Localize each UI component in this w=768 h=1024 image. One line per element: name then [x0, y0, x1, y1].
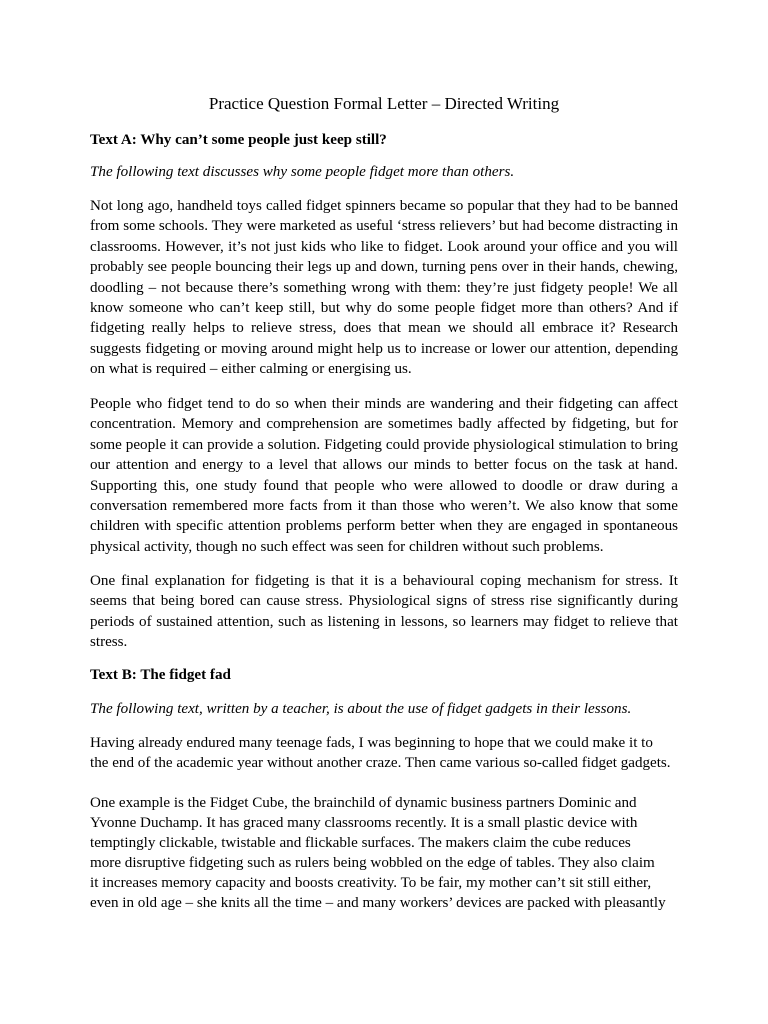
text-a-paragraph-1: Not long ago, handheld toys called fidget spinners became so popular that they had to be banned from some schools. They were marketed as useful ‘stress relievers’ but had become distracting in classrooms. However, it’s not just kids who like to fidget. Look around your office and you will probably see people bouncing their legs up and down, turning pens over in their hands, chewing, doodling – not because there’s something wrong with them: they’re just fidgety people! We all know someone who can’t keep still, but why do some people fidget more than others? And if fidgeting really helps to relieve stress, does that mean we should all embrace it? Research suggests fidgeting or moving around might help us to increase or lower our attention, depending on what is required – either calming or energising us.	[90, 198, 678, 378]
text-b-intro: The following text, written by a teacher, is about the use of fidget gadgets in their lessons.	[90, 701, 632, 717]
text-a-paragraph-2: People who fidget tend to do so when their minds are wandering and their fidgeting can affect concentration. Memory and comprehension are sometimes badly affected by fidgeting, but for some people it can provide a solution. Fidgeting could provide physiological stimulation to bring our attention and energy to a level that allows our minds to better focus on the task at hand. Supporting this, one study found that people who were allowed to doodle or draw during a conversation remembered more facts from it than those who weren’t. We also know that some children with specific attention problems perform better when they are engaged in spontaneous physical activity, though no such effect was seen for children without such problems.	[90, 396, 678, 555]
text-b-paragraph-2	[90, 793, 678, 914]
text-b-paragraph-1	[90, 733, 678, 773]
document-title: Practice Question Formal Letter – Directed Writing	[208, 94, 560, 113]
text-line: it increases memory capacity and boosts creativity. To be fair, my mother can’t sit still either,	[90, 875, 652, 892]
text-a-heading: Text A: Why can’t some people just keep still?	[90, 132, 387, 148]
text-a-intro: The following text discusses why some people fidget more than others.	[90, 164, 515, 180]
text-line: even in old age – she knits all the time – and many workers’ devices are packed with pleasantly	[90, 895, 666, 912]
text-line: One example is the Fidget Cube, the brainchild of dynamic business partners Dominic and	[90, 795, 637, 811]
text-b-heading: Text B: The fidget fad	[90, 667, 231, 683]
text-line: Having already endured many teenage fads, I was beginning to hope that we could make it to	[90, 735, 653, 751]
text-line: more disruptive fidgeting such as rulers being wobbled on the edge of tables. They also claim	[90, 855, 655, 872]
text-line: temptingly clickable, twistable and flickable surfaces. The makers claim the cube reduces	[90, 835, 631, 852]
text-line: Yvonne Duchamp. It has graced many classrooms recently. It is a small plastic device with	[90, 815, 638, 832]
text-a-paragraph-3: One final explanation for fidgeting is that it is a behavioural coping mechanism for stress. It seems that being bored can cause stress. Physiological signs of stress rise significantly during periods of sustained attention, such as listening in lessons, so learners may fidget to relieve that stress.	[90, 573, 678, 651]
text-line: the end of the academic year without another craze. Then came various so-called fidget gadgets.	[90, 755, 671, 772]
